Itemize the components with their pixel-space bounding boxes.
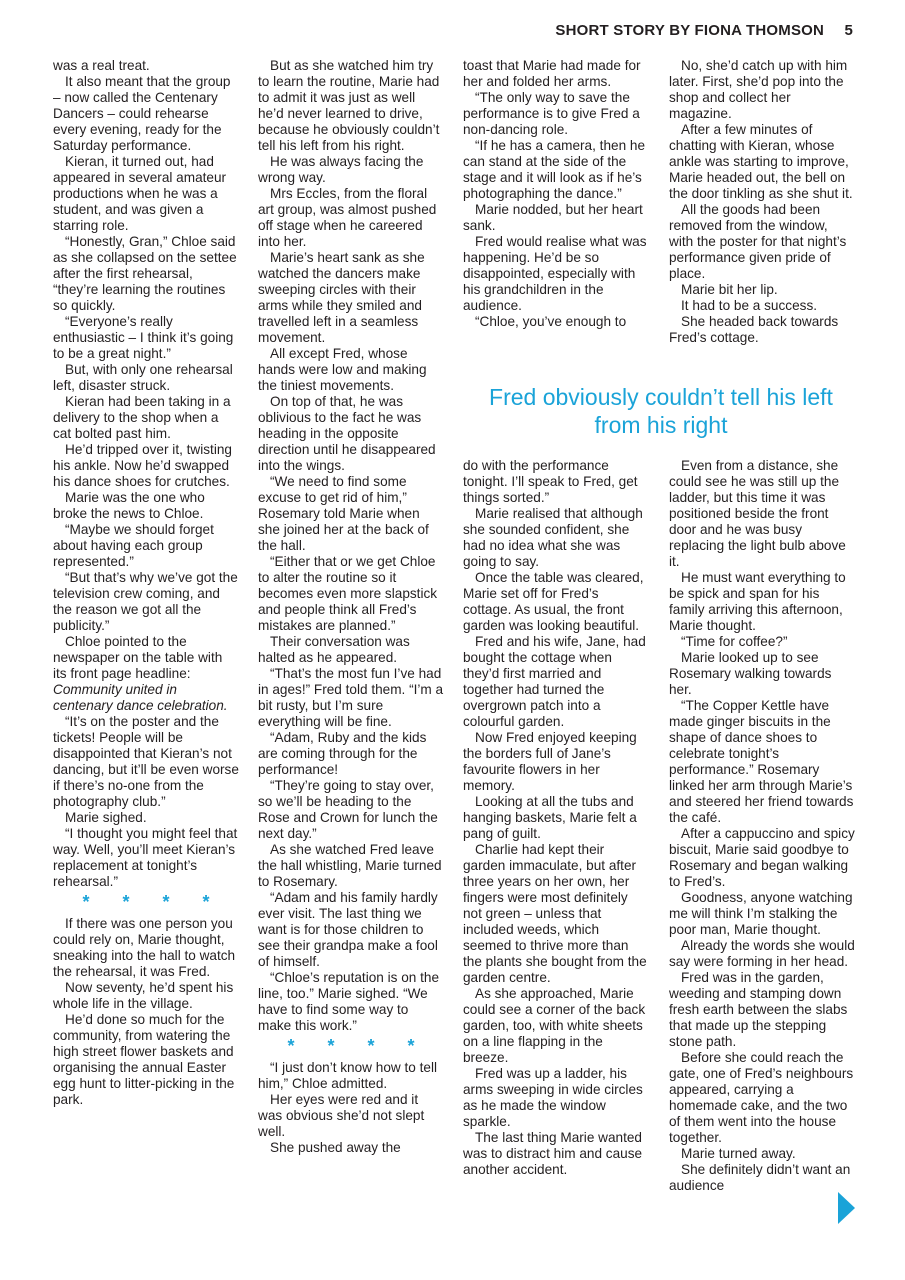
paragraph: All except Fred, whose hands were low and making the tiniest movements. bbox=[258, 346, 427, 393]
paragraph-with-headline bbox=[53, 634, 239, 714]
page-number: 5 bbox=[844, 22, 853, 39]
paragraph: Marie nodded, but her heart sank. bbox=[463, 202, 643, 233]
paragraph: “It’s on the poster and the tickets! People will be disappointed that Kieran’s not dancing, but it’ll be even worse if there’s no-one from the photography club.” bbox=[53, 714, 239, 809]
paragraph: Now Fred enjoyed keeping the borders full of Jane’s favourite flowers in her memory. bbox=[463, 730, 637, 793]
paragraph: He’d tripped over it, twisting his ankle. Now he’d swapped his dance shoes for crutches. bbox=[53, 442, 232, 489]
paragraph: After a cappuccino and spicy biscuit, Marie said goodbye to Rosemary and began walking to Fred’s. bbox=[669, 826, 855, 889]
paragraph: As she approached, Marie could see a corner of the back garden, too, with white sheets on a line flapping in the breeze. bbox=[463, 986, 646, 1065]
page-header bbox=[555, 22, 853, 39]
paragraph: “The only way to save the performance is to give Fred a non-dancing role. bbox=[463, 90, 640, 137]
paragraph: “Honestly, Gran,” Chloe said as she collapsed on the settee after the first rehearsal, “they’re learning the routines so quickly. bbox=[53, 234, 237, 313]
paragraph: Marie was the one who broke the news to Chloe. bbox=[53, 490, 205, 521]
paragraph: “The Copper Kettle have made ginger biscuits in the shape of dance shoes to celebrate tonight’s performance.” Rosemary linked her arm through Marie’s and steered her friend towards the café. bbox=[669, 698, 854, 825]
paragraph: “Adam and his family hardly ever visit. The last thing we want is for those children to see their grandpa make a fool of himself. bbox=[258, 890, 438, 969]
paragraph: “They’re going to stay over, so we’ll be heading to the Rose and Crown for lunch the next day.” bbox=[258, 778, 438, 841]
paragraph: She headed back towards Fred’s cottage. bbox=[669, 314, 839, 345]
paragraph: Now seventy, he’d spent his whole life in the village. bbox=[53, 980, 234, 1011]
paragraph: It had to be a success. bbox=[681, 298, 818, 313]
paragraph: Marie looked up to see Rosemary walking towards her. bbox=[669, 650, 832, 697]
paragraph: Her eyes were red and it was obvious she’d not slept well. bbox=[258, 1092, 425, 1139]
paragraph: If there was one person you could rely on, Marie thought, sneaking into the hall to watch the rehearsal, it was Fred. bbox=[53, 916, 236, 979]
paragraph: Looking at all the tubs and hanging baskets, Marie felt a pang of guilt. bbox=[463, 794, 637, 841]
paragraph: He’d done so much for the community, from watering the high street flower baskets and organising the annual Easter egg hunt to litter-picking in the park. bbox=[53, 1012, 235, 1107]
paragraph: do with the performance tonight. I’ll speak to Fred, get things sorted.” bbox=[463, 458, 638, 505]
paragraph: Fred and his wife, Jane, had bought the cottage when they’d first married and together had turned the overgrown patch into a colourful garden. bbox=[463, 634, 646, 729]
paragraph: Charlie had kept their garden immaculate, but after three years on her own, her fingers were most definitely not green – unless that included weeds, which seemed to thrive more than the plants she bought from the garden centre. bbox=[463, 842, 647, 985]
paragraph: Marie’s heart sank as she watched the dancers make sweeping circles with their arms while they smiled and travelled left in a seamless movement. bbox=[258, 250, 425, 345]
paragraph: “I just don’t know how to tell him,” Chloe admitted. bbox=[258, 1060, 437, 1091]
paragraph: was a real treat. bbox=[53, 58, 150, 73]
paragraph: The last thing Marie wanted was to distract him and cause another accident. bbox=[463, 1130, 643, 1177]
paragraph-text: Chloe pointed to the newspaper on the table with its front page headline: bbox=[53, 634, 223, 681]
pull-quote: Fred obviously couldn’t tell his left from his right bbox=[489, 384, 833, 438]
paragraph: Their conversation was halted as he appeared. bbox=[258, 634, 410, 665]
paragraph: Already the words she would say were forming in her head. bbox=[669, 938, 855, 969]
column-3-top bbox=[463, 58, 649, 330]
paragraph: She pushed away the bbox=[270, 1140, 401, 1155]
paragraph: Mrs Eccles, from the floral art group, was almost pushed off stage when he careered into her. bbox=[258, 186, 437, 249]
column-3-bottom bbox=[463, 458, 649, 1178]
paragraph: Marie sighed. bbox=[65, 810, 147, 825]
paragraph: Fred was in the garden, weeding and stamping down fresh earth between the slabs that made up the stepping stone path. bbox=[669, 970, 848, 1049]
paragraph: Fred would realise what was happening. He’d be so disappointed, especially with his grandchildren in the audience. bbox=[463, 234, 647, 313]
paragraph: “Chloe’s reputation is on the line, too.” Marie sighed. “We have to find some way to make this work.” bbox=[258, 970, 440, 1033]
column-4-bottom bbox=[669, 458, 855, 1194]
paragraph: “Either that or we get Chloe to alter the routine so it becomes even more slapstick and people think all Fred’s mistakes are planned.” bbox=[258, 554, 438, 633]
paragraph: “We need to find some excuse to get rid of him,” Rosemary told Marie when she joined her at the back of the hall. bbox=[258, 474, 429, 553]
paragraph: “Time for coffee?” bbox=[681, 634, 788, 649]
paragraph: “That’s the most fun I’ve had in ages!” Fred told them. “I’m a bit rusty, but I’m sure everything will be fine. bbox=[258, 666, 444, 729]
paragraph: He must want everything to be spick and span for his family arriving this afternoon, Marie thought. bbox=[669, 570, 846, 633]
paragraph: After a few minutes of chatting with Kieran, whose ankle was starting to improve, Marie headed out, the bell on the door tinkling as she shut it. bbox=[669, 122, 853, 201]
paragraph: Fred was up a ladder, his arms sweeping in wide circles as he made the window sparkle. bbox=[463, 1066, 643, 1129]
section-break-stars: * * * * bbox=[287, 1036, 429, 1056]
section-break-stars: * * * * bbox=[82, 892, 224, 912]
paragraph: “Adam, Ruby and the kids are coming through for the performance! bbox=[258, 730, 427, 777]
column-2 bbox=[258, 58, 444, 1156]
paragraph: Before she could reach the gate, one of Fred’s neighbours appeared, carrying a homemade cake, and the two of them went into the house together. bbox=[669, 1050, 854, 1145]
paragraph: “If he has a camera, then he can stand at the side of the stage and it will look as if he’s photographing the dance.” bbox=[463, 138, 646, 201]
story-byline: SHORT STORY BY FIONA THOMSON bbox=[555, 22, 825, 39]
paragraph: Marie realised that although she sounded confident, she had no idea what she was going to say. bbox=[463, 506, 643, 569]
continue-arrow-icon bbox=[838, 1192, 855, 1224]
paragraph: He was always facing the wrong way. bbox=[258, 154, 424, 185]
paragraph: Marie bit her lip. bbox=[681, 282, 778, 297]
paragraph: “Chloe, you’ve enough to bbox=[475, 314, 627, 329]
paragraph: Kieran, it turned out, had appeared in several amateur productions when he was a student, and was given a starring role. bbox=[53, 154, 227, 233]
column-1 bbox=[53, 58, 239, 1108]
paragraph: As she watched Fred leave the hall whistling, Marie turned to Rosemary. bbox=[258, 842, 442, 889]
newspaper-headline: Community united in centenary dance celebration. bbox=[53, 682, 228, 713]
paragraph: Marie turned away. bbox=[681, 1146, 796, 1161]
column-4-top bbox=[669, 58, 855, 346]
paragraph: “But that’s why we’ve got the television crew coming, and the reason we got all the publicity.” bbox=[53, 570, 238, 633]
paragraph: She definitely didn’t want an audience bbox=[669, 1162, 851, 1193]
paragraph: Once the table was cleared, Marie set off for Fred’s cottage. As usual, the front garden was looking beautiful. bbox=[463, 570, 644, 633]
paragraph: toast that Marie had made for her and folded her arms. bbox=[463, 58, 641, 89]
paragraph: All the goods had been removed from the window, with the poster for that night’s performance given pride of place. bbox=[669, 202, 847, 281]
paragraph: But, with only one rehearsal left, disaster struck. bbox=[53, 362, 233, 393]
paragraph: It also meant that the group – now called the Centenary Dancers – could rehearse every evening, ready for the Saturday performance. bbox=[53, 74, 231, 153]
paragraph: “Maybe we should forget about having each group represented.” bbox=[53, 522, 214, 569]
paragraph: Goodness, anyone watching me will think I’m stalking the poor man, Marie thought. bbox=[669, 890, 853, 937]
paragraph: On top of that, he was oblivious to the fact he was heading in the opposite direction until he disappeared into the wings. bbox=[258, 394, 436, 473]
paragraph: Kieran had been taking in a delivery to the shop when a cat bolted past him. bbox=[53, 394, 231, 441]
paragraph: But as she watched him try to learn the routine, Marie had to admit it was just as well he’d never learned to drive, because he obviously couldn’t tell his left from his right. bbox=[258, 58, 440, 153]
paragraph: Even from a distance, she could see he was still up the ladder, but this time it was positioned beside the front door and he was busy replacing the light bulb above it. bbox=[669, 458, 846, 569]
paragraph: “Everyone’s really enthusiastic – I think it’s going to be a great night.” bbox=[53, 314, 234, 361]
paragraph: No, she’d catch up with him later. First, she’d pop into the shop and collect her magazine. bbox=[669, 58, 848, 121]
paragraph: “I thought you might feel that way. Well, you’ll meet Kieran’s replacement at tonight’s rehearsal.” bbox=[53, 826, 238, 889]
